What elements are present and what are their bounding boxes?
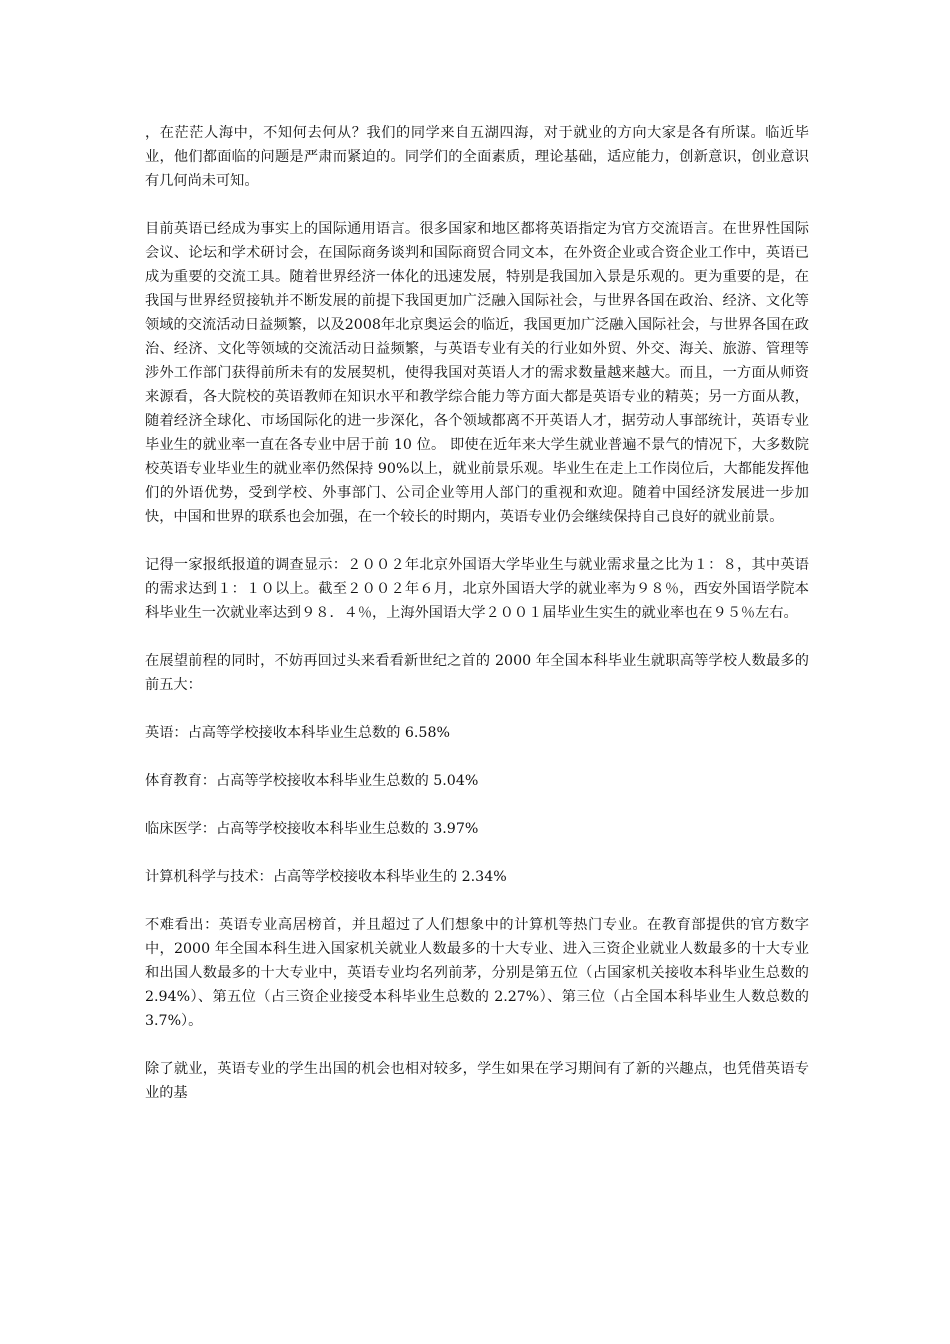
document-body — [145, 121, 809, 1129]
paragraph-survey: 记得一家报纸报道的调查显示：２００２年北京外国语大学毕业生与就业需求量之比为１：８，其中英语的需求达到１：１０以上。截至２００２年６月，北京外国语大学的就业率为９８％，西安外国语学院本科毕业生一次就业率达到９８．４％，上海外国语大学２００１届毕业生实生的就业率也在９５％左右。 — [145, 557, 809, 621]
list-item-pe: 体育教育：占高等学校接收本科毕业生总数的 5.04% — [145, 773, 479, 789]
list-item-english: 英语：占高等学校接收本科毕业生总数的 6.58% — [145, 725, 450, 741]
paragraph-conclusion: 不难看出：英语专业高居榜首，并且超过了人们想象中的计算机等热门专业。在教育部提供的官方数字中，2000 年全国本科生进入国家机关就业人数最多的十大专业、进入三资企业就业人数最多的十大专业和出国人数最多的十大专业中，英语专业均名列前茅，分别是第五位（占国家机关接收本科毕业生总数的 2.94%）、第五位（占三资企业接受本科毕业生总数的 2.27%）、第三位（占全国本科毕业生人数总数的 3.7%）。 — [145, 917, 809, 1029]
paragraph-intro: ，在茫茫人海中，不知何去何从？我们的同学来自五湖四海，对于就业的方向大家是各有所谋。临近毕业，他们都面临的问题是严肃而紧迫的。同学们的全面素质，理论基础，适应能力，创新意识，创业意识有几何尚未可知。 — [145, 125, 809, 189]
paragraph-abroad: 除了就业，英语专业的学生出国的机会也相对较多，学生如果在学习期间有了新的兴趣点，也凭借英语专业的基 — [145, 1061, 809, 1101]
list-item-clinical: 临床医学：占高等学校接收本科毕业生总数的 3.97% — [145, 821, 479, 837]
paragraph-top-five-intro: 在展望前程的同时，不妨再回过头来看看新世纪之首的 2000 年全国本科毕业生就职高等学校人数最多的前五大： — [145, 653, 809, 693]
paragraph-english-global: 目前英语已经成为事实上的国际通用语言。很多国家和地区都将英语指定为官方交流语言。在世界性国际会议、论坛和学术研讨会，在国际商务谈判和国际商贸合同文本，在外资企业或合资企业工作中，英语已成为重要的交流工具。随着世界经济一体化的迅速发展，特别是我国加入景是乐观的。更为重要的是，在我国与世界经贸接轨并不断发展的前提下我国更加广泛融入国际社会，与世界各国在政治、经济、文化等领域的交流活动日益频繁，以及2008年北京奥运会的临近，我国更加广泛融入国际社会，与世界各国在政治、经济、文化等领域的交流活动日益频繁，与英语专业有关的行业如外贸、外交、海关、旅游、管理等涉外工作部门获得前所未有的发展契机，使得我国对英语人才的需求数量越来越大。而且，一方面从师资来源看，各大院校的英语教师在知识水平和教学综合能力等方面大都是英语专业的精英；另一方面从教，随着经济全球化、市场国际化的进一步深化，各个领域都离不开英语人才，据劳动人事部统计，英语专业毕业生的就业率一直在各专业中居于前 10 位。 即使在近年来大学生就业普遍不景气的情况下，大多数院校英语专业毕业生的就业率仍然保持 90%以上，就业前景乐观。毕业生在走上工作岗位后，大都能发挥他们的外语优势，受到学校、外事部门、公司企业等用人部门的重视和欢迎。随着中国经济发展进一步加快，中国和世界的联系也会加强，在一个较长的时期内，英语专业仍会继续保持自己良好的就业前景。 — [145, 221, 809, 525]
list-item-cs: 计算机科学与技术：占高等学校接收本科毕业生的 2.34% — [145, 869, 507, 885]
